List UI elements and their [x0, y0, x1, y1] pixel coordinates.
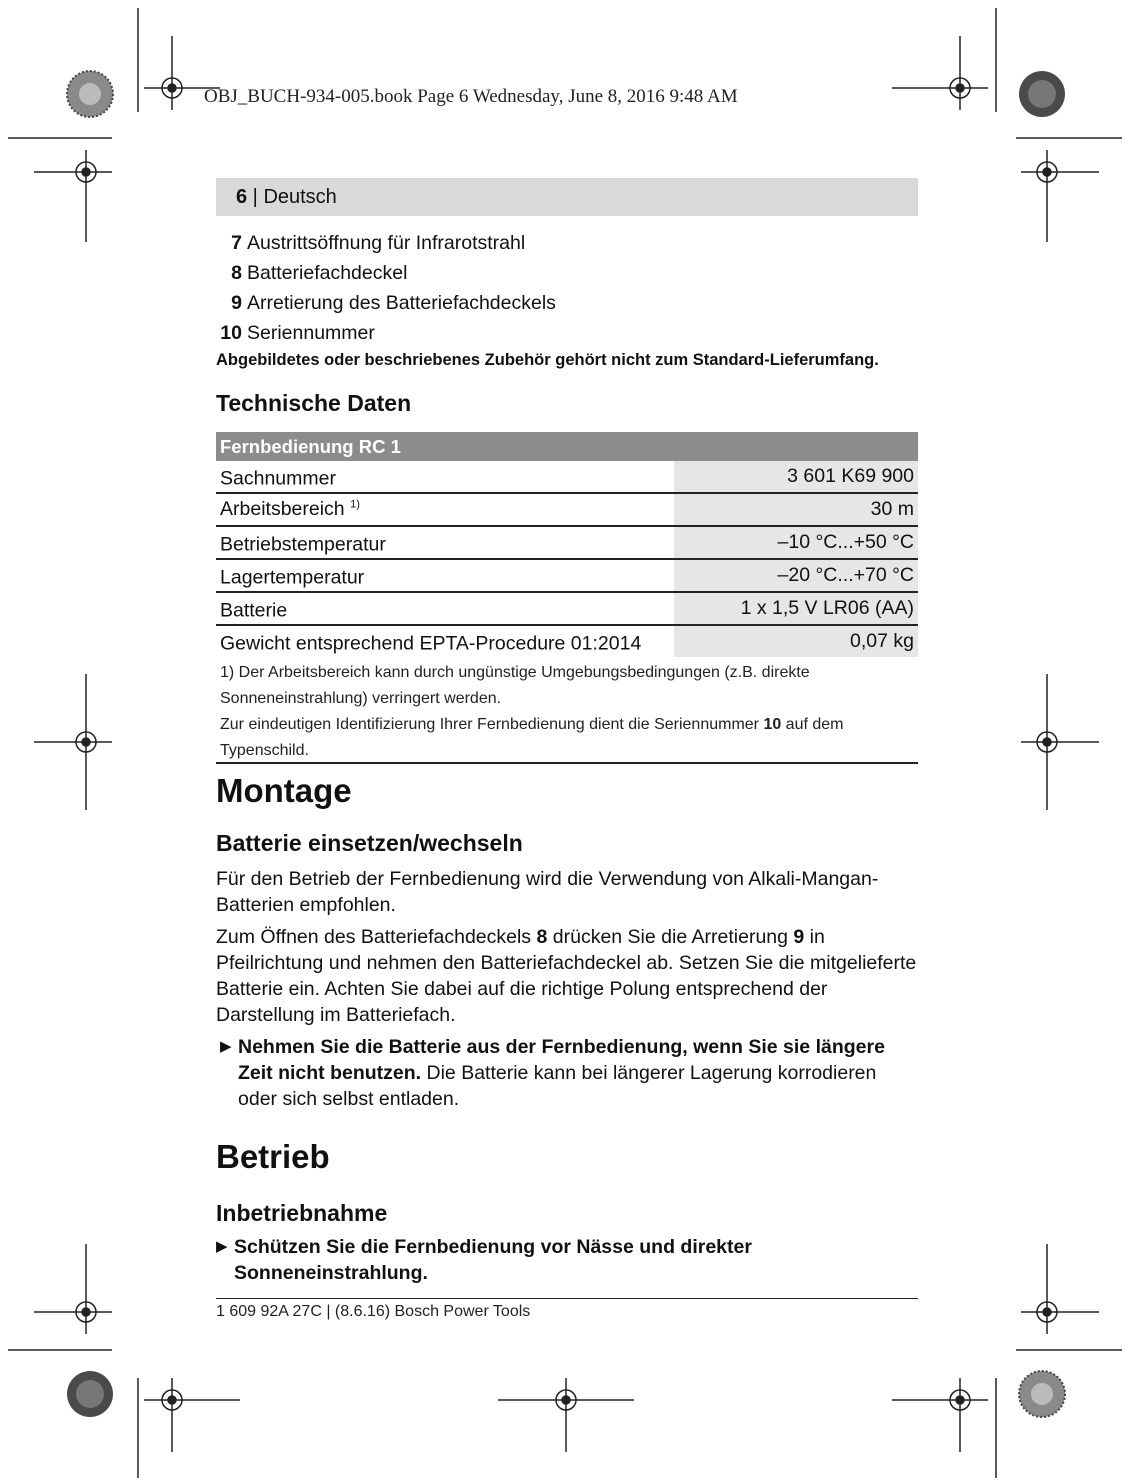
footer-divider	[216, 1298, 918, 1299]
spec-label: Gewicht entsprechend EPTA-Procedure 01:2014	[220, 632, 642, 655]
startup-warning: ▶ Schützen Sie die Fernbedienung vor Nässe und direkter Sonneneinstrahlung.	[216, 1236, 752, 1284]
registration-mark	[892, 36, 988, 110]
part-number: 7	[231, 232, 242, 254]
accessory-note: Abgebildetes oder beschriebenes Zubehör gehört nicht zum Standard-Lieferumfang.	[216, 351, 879, 369]
spec-value: 3 601 K69 900	[674, 461, 918, 493]
spec-value: 0,07 kg	[674, 625, 918, 657]
battery-subheading: Batterie einsetzen/wechseln	[216, 830, 523, 856]
footnote: 1) Der Arbeitsbereich kann durch ungünstige Umgebungsbedingungen (z.B. direkte Sonneneinstrahlung) verringert werden.	[220, 664, 810, 707]
registration-mark	[892, 1378, 988, 1452]
page-header-band	[216, 178, 918, 216]
spec-label: Betriebstemperatur	[216, 526, 674, 559]
spec-value: 1 x 1,5 V LR06 (AA)	[674, 592, 918, 625]
battery-paragraph-2: Zum Öffnen des Batteriefachdeckels 8 drücken Sie die Arretierung 9 in Pfeilrichtung und nehmen den Batteriefachdeckel ab. Setzen Sie die mitgelieferte Batterie ein. Achten Sie dabei auf die richtige Polung entsprechend der Darstellung im Batteriefach.	[216, 926, 917, 1026]
spec-label: Arbeitsbereich $^{1)}$	[216, 493, 674, 526]
part-number: 10	[220, 322, 242, 344]
bullet-arrow-icon: ▶	[216, 1238, 228, 1255]
registration-mark	[34, 674, 112, 810]
registration-mark	[1021, 150, 1099, 242]
list-item	[216, 258, 918, 288]
spec-value: 30 m	[674, 493, 918, 526]
spec-label: Lagertemperatur	[216, 559, 674, 592]
page-language: Deutsch	[263, 186, 337, 208]
part-label: Arretierung des Batteriefachdeckels	[247, 292, 556, 314]
spec-table	[216, 432, 918, 657]
spec-value: –10 °C...+50 °C	[674, 526, 918, 559]
print-header: OBJ_BUCH-934-005.book Page 6 Wednesday, June 8, 2016 9:48 AM	[204, 86, 738, 107]
section-divider	[216, 762, 918, 764]
registration-mark	[1021, 674, 1099, 810]
part-label: Batteriefachdeckel	[247, 262, 408, 284]
registration-mark	[144, 1378, 240, 1452]
spec-value: –20 °C...+70 °C	[674, 559, 918, 592]
footnote-ref: 1)	[350, 498, 360, 511]
table-row	[216, 526, 918, 559]
page-number: 6	[236, 186, 248, 208]
registration-mark	[34, 1244, 112, 1334]
bullet-arrow-icon: ▶	[220, 1038, 232, 1055]
table-row	[216, 625, 918, 657]
table-header-row	[216, 432, 918, 461]
betrieb-heading: Betrieb	[216, 1138, 330, 1175]
registration-mark	[498, 1378, 634, 1452]
startup-subheading: Inbetriebnahme	[216, 1200, 388, 1226]
calibration-disc	[1019, 1371, 1065, 1417]
table-row	[216, 592, 918, 625]
battery-paragraph-1: Für den Betrieb der Fernbedienung wird die Verwendung von Alkali-Mangan-Batterien empfohlen.	[216, 868, 879, 916]
spec-label: Batterie	[216, 592, 674, 625]
page-separator: |	[247, 186, 264, 208]
list-item	[216, 318, 918, 348]
registration-mark	[1021, 1244, 1099, 1334]
registration-mark	[34, 150, 112, 242]
part-label: Austrittsöffnung für Infrarotstrahl	[247, 232, 526, 254]
montage-heading: Montage	[216, 772, 352, 809]
calibration-disc	[67, 1371, 113, 1417]
list-item	[216, 288, 918, 318]
table-row	[216, 461, 918, 493]
calibration-disc	[1019, 71, 1065, 117]
part-number: 9	[231, 292, 242, 314]
spec-label: Sachnummer	[216, 461, 674, 493]
table-row	[216, 559, 918, 592]
list-item	[216, 228, 918, 258]
tech-data-heading: Technische Daten	[216, 390, 412, 416]
battery-warning: ▶ Nehmen Sie die Batterie aus der Fernbedienung, wenn Sie sie längere Zeit nicht benutzen. Die Batterie kann bei längerer Lagerung korrodieren oder sich selbst entladen.	[220, 1036, 885, 1110]
part-number: 8	[231, 262, 242, 284]
spec-table-title: Fernbedienung RC 1	[216, 432, 918, 461]
part-label: Seriennummer	[247, 322, 375, 344]
serial-note: Zur eindeutigen Identifizierung Ihrer Fernbedienung dient die Seriennummer 10 auf dem Typenschild.	[220, 716, 844, 759]
page-footer: 1 609 92A 27C | (8.6.16) Bosch Power Tools	[216, 1303, 531, 1320]
table-row	[216, 493, 918, 526]
calibration-disc	[67, 71, 113, 117]
parts-list	[216, 228, 918, 348]
